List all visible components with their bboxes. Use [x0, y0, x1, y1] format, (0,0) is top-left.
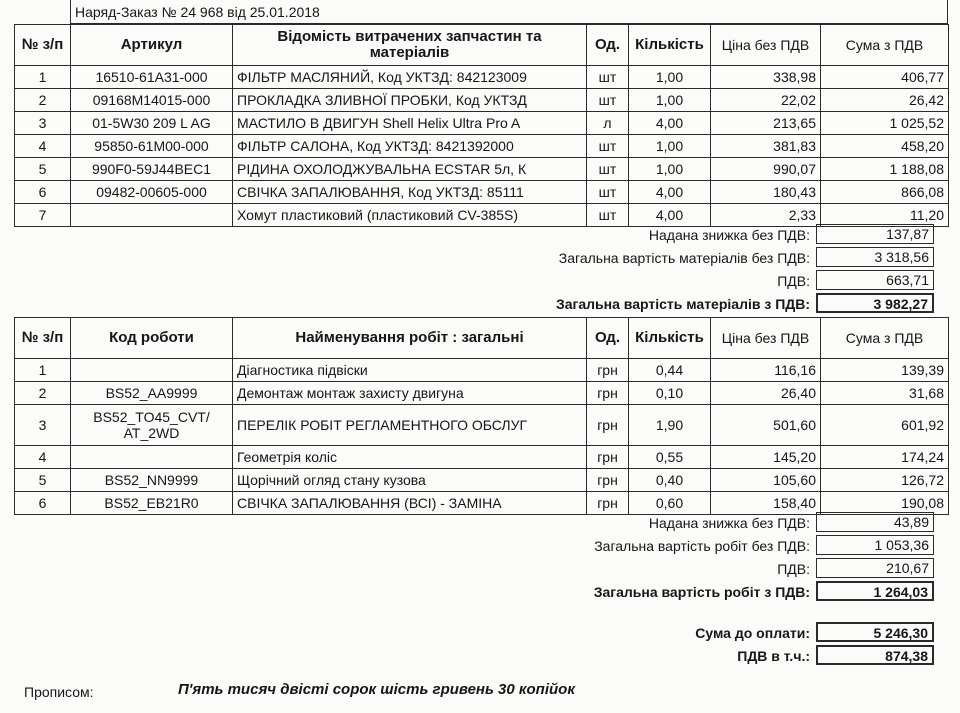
summary-label: Загальна вартість робіт з ПДВ:	[593, 584, 810, 600]
row-name: ПРОКЛАДКА ЗЛИВНОЇ ПРОБКИ, Код УКТЗД	[233, 89, 587, 112]
row-quantity: 1,00	[629, 66, 711, 89]
row-unit: шт	[587, 66, 629, 89]
header-sum: Сума з ПДВ	[821, 25, 949, 66]
row-number: 3	[15, 405, 71, 446]
summary-value: 1 264,03	[816, 581, 934, 601]
row-quantity: 0,40	[629, 469, 711, 492]
row-sum: 11,20	[821, 204, 949, 227]
row-unit: грн	[587, 405, 629, 446]
header-quantity: Кількість	[629, 318, 711, 359]
header-unit: Од.	[587, 25, 629, 66]
row-unit: грн	[587, 492, 629, 515]
header-number: № з/п	[15, 25, 71, 66]
row-name: ФІЛЬТР МАСЛЯНИЙ, Код УКТЗД: 842123009	[233, 66, 587, 89]
header-work-code: Код роботи	[71, 318, 233, 359]
total-vat-value: 874,38	[816, 645, 934, 665]
summary-label: ПДВ:	[777, 273, 810, 289]
row-name: ФІЛЬТР САЛОНА, Код УКТЗД: 8421392000	[233, 135, 587, 158]
row-name: МАСТИЛО В ДВИГУН Shell Helix Ultra Pro A	[233, 112, 587, 135]
row-price: 338,98	[711, 66, 821, 89]
header-price: Ціна без ПДВ	[711, 318, 821, 359]
materials-table	[14, 24, 949, 227]
row-number: 5	[15, 469, 71, 492]
row-code: 16510-61A31-000	[71, 66, 233, 89]
row-name: СВІЧКА ЗАПАЛЮВАННЯ (ВСІ) - ЗАМІНА	[233, 492, 587, 515]
row-quantity: 1,90	[629, 405, 711, 446]
row-number: 1	[15, 359, 71, 382]
row-name: Геометрія коліс	[233, 446, 587, 469]
row-quantity: 1,00	[629, 89, 711, 112]
row-quantity: 0,10	[629, 382, 711, 405]
row-sum: 406,77	[821, 66, 949, 89]
table-row	[15, 446, 949, 469]
row-quantity: 4,00	[629, 112, 711, 135]
row-code: 01-5W30 209 L AG	[71, 112, 233, 135]
row-name: Хомут пластиковий (пластиковий CV-385S)	[233, 204, 587, 227]
summary-value: 137,87	[816, 224, 934, 244]
total-vat-row	[0, 645, 948, 667]
summary-row	[0, 535, 948, 557]
header-number: № з/п	[15, 318, 71, 359]
row-number: 5	[15, 158, 71, 181]
table-row	[15, 359, 949, 382]
row-name: РІДИНА ОХОЛОДЖУВАЛЬНА ECSTAR 5л, К	[233, 158, 587, 181]
table-row	[15, 112, 949, 135]
row-code: 09168M14015-000	[71, 89, 233, 112]
row-unit: грн	[587, 382, 629, 405]
summary-row	[0, 270, 948, 292]
row-quantity: 0,44	[629, 359, 711, 382]
total-to-pay-row	[0, 622, 948, 644]
row-name: Демонтаж монтаж захисту двигуна	[233, 382, 587, 405]
row-name: Діагностика підвіски	[233, 359, 587, 382]
header-price: Ціна без ПДВ	[711, 25, 821, 66]
row-sum: 601,92	[821, 405, 949, 446]
row-code: 09482-00605-000	[71, 181, 233, 204]
row-price: 213,65	[711, 112, 821, 135]
summary-label: Загальна вартість матеріалів без ПДВ:	[558, 250, 810, 266]
row-number: 7	[15, 204, 71, 227]
row-quantity: 4,00	[629, 204, 711, 227]
in-words-text: П'ять тисяч двісті сорок шість гривень 30 копійок	[178, 681, 575, 698]
summary-row	[0, 512, 948, 534]
row-sum: 139,39	[821, 359, 949, 382]
summary-row	[0, 224, 948, 246]
summary-value: 1 053,36	[816, 535, 934, 555]
row-quantity: 1,00	[629, 158, 711, 181]
table-row	[15, 158, 949, 181]
row-number: 4	[15, 446, 71, 469]
summary-label: Надана знижка без ПДВ:	[648, 227, 810, 243]
row-name: СВІЧКА ЗАПАЛЮВАННЯ, Код УКТЗД: 85111	[233, 181, 587, 204]
row-code: BS52_EB21R0	[71, 492, 233, 515]
row-price: 180,43	[711, 181, 821, 204]
row-unit: грн	[587, 446, 629, 469]
summary-value: 663,71	[816, 270, 934, 290]
row-sum: 1 188,08	[821, 158, 949, 181]
table-row	[15, 135, 949, 158]
header-work-name: Найменування робіт : загальні	[233, 318, 587, 359]
row-number: 2	[15, 382, 71, 405]
summary-row	[0, 293, 948, 315]
row-number: 4	[15, 135, 71, 158]
summary-label: Надана знижка без ПДВ:	[648, 515, 810, 531]
row-quantity: 4,00	[629, 181, 711, 204]
table-row	[15, 469, 949, 492]
row-code: 990F0-59J44BEC1	[71, 158, 233, 181]
summary-value: 210,67	[816, 558, 934, 578]
in-words-label: Прописом:	[24, 684, 94, 700]
row-price: 158,40	[711, 492, 821, 515]
row-number: 1	[15, 66, 71, 89]
row-unit: шт	[587, 89, 629, 112]
row-sum: 26,42	[821, 89, 949, 112]
row-code	[71, 359, 233, 382]
row-price: 22,02	[711, 89, 821, 112]
header-unit: Од.	[587, 318, 629, 359]
summary-row	[0, 247, 948, 269]
summary-label: Загальна вартість робіт без ПДВ:	[594, 538, 810, 554]
row-code: 95850-61M00-000	[71, 135, 233, 158]
row-sum: 31,68	[821, 382, 949, 405]
row-price: 116,16	[711, 359, 821, 382]
summary-row	[0, 558, 948, 580]
row-quantity: 0,55	[629, 446, 711, 469]
row-unit: шт	[587, 135, 629, 158]
order-title: Наряд-Заказ № 24 968 від 25.01.2018	[75, 4, 320, 20]
total-vat-label: ПДВ в т.ч.:	[737, 648, 810, 664]
order-header	[70, 0, 948, 24]
row-price: 105,60	[711, 469, 821, 492]
summary-value: 3 318,56	[816, 247, 934, 267]
row-sum: 190,08	[821, 492, 949, 515]
row-price: 145,20	[711, 446, 821, 469]
table-row	[15, 66, 949, 89]
table-row	[15, 405, 949, 446]
header-materials: Відомість витрачених запчастин та матеріалів	[233, 25, 587, 66]
row-unit: шт	[587, 181, 629, 204]
row-code: BS52_AA9999	[71, 382, 233, 405]
summary-label: Загальна вартість матеріалів з ПДВ:	[555, 296, 810, 312]
total-to-pay-label: Сума до оплати:	[695, 625, 810, 641]
row-code: BS52_NN9999	[71, 469, 233, 492]
summary-value: 3 982,27	[816, 293, 934, 313]
row-price: 990,07	[711, 158, 821, 181]
row-unit: грн	[587, 359, 629, 382]
total-to-pay-value: 5 246,30	[816, 622, 934, 642]
works-table	[14, 317, 949, 515]
row-price: 26,40	[711, 382, 821, 405]
row-code: BS52_TO45_CVT/ AT_2WD	[71, 405, 233, 446]
row-number: 6	[15, 181, 71, 204]
row-unit: шт	[587, 158, 629, 181]
table-row	[15, 89, 949, 112]
row-unit: грн	[587, 469, 629, 492]
table-row	[15, 181, 949, 204]
row-code	[71, 446, 233, 469]
summary-row	[0, 581, 948, 603]
header-quantity: Кількість	[629, 25, 711, 66]
row-quantity: 0,60	[629, 492, 711, 515]
row-sum: 126,72	[821, 469, 949, 492]
header-sum: Сума з ПДВ	[821, 318, 949, 359]
row-price: 2,33	[711, 204, 821, 227]
row-unit: л	[587, 112, 629, 135]
summary-label: ПДВ:	[777, 561, 810, 577]
row-sum: 866,08	[821, 181, 949, 204]
row-sum: 458,20	[821, 135, 949, 158]
row-name: Щорічний огляд стану кузова	[233, 469, 587, 492]
row-number: 6	[15, 492, 71, 515]
row-unit: шт	[587, 204, 629, 227]
row-name: ПЕРЕЛІК РОБІТ РЕГЛАМЕНТНОГО ОБСЛУГ	[233, 405, 587, 446]
row-sum: 1 025,52	[821, 112, 949, 135]
row-price: 501,60	[711, 405, 821, 446]
summary-value: 43,89	[816, 512, 934, 532]
table-row	[15, 382, 949, 405]
header-article: Артикул	[71, 25, 233, 66]
row-price: 381,83	[711, 135, 821, 158]
row-number: 2	[15, 89, 71, 112]
row-number: 3	[15, 112, 71, 135]
row-sum: 174,24	[821, 446, 949, 469]
row-quantity: 1,00	[629, 135, 711, 158]
